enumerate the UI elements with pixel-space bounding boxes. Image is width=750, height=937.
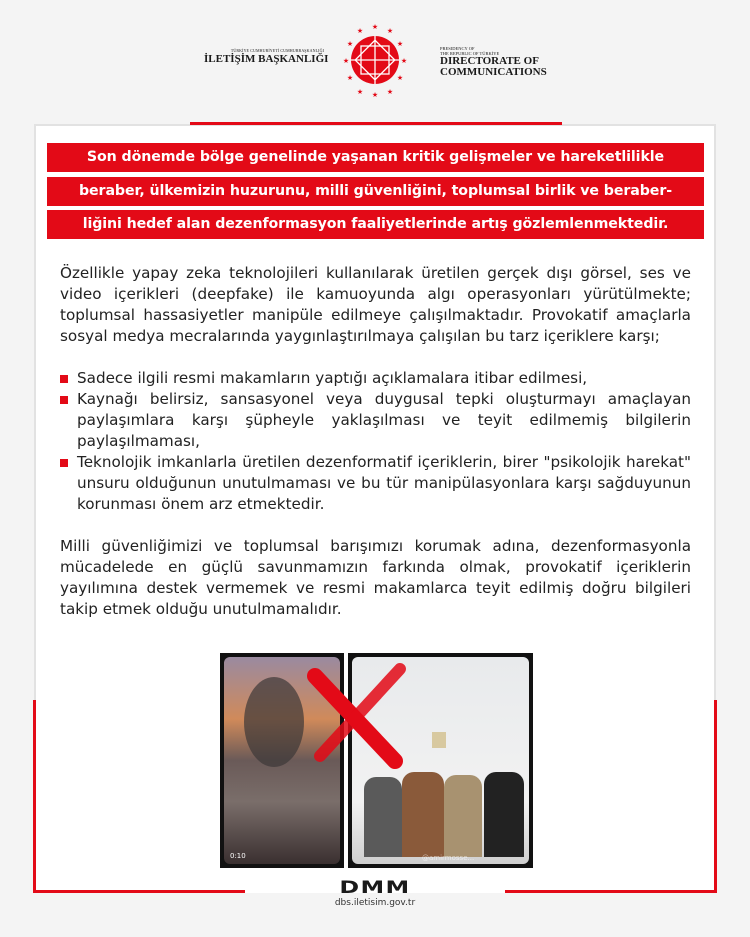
closing-paragraph: Milli güvenliğimizi ve toplumsal barışımızı korumak adına, dezenformasyonla mücadelede en güçlü savunmamızın farkında olmak, provokatif içeriklerin yayılımına destek vermemek ve resmi makamlarca teyit edilmiş doğru bilgileri takip etmek olduğu unutulmamalıdır. [60, 537, 691, 618]
svg-text:★: ★ [396, 74, 404, 82]
svg-text:★: ★ [356, 27, 364, 35]
header-left [204, 48, 329, 65]
divider [190, 122, 562, 125]
svg-text:★: ★ [400, 57, 408, 65]
list-item: Kaynağı belirsiz, sansasyonel veya duygusal tepki oluşturmayı amaçlayan paylaşımlara karşı şüpheyle yaklaşılması ve teyit edilmemiş bilgilerin paylaşılmaması, [60, 389, 691, 452]
list-item: Sadece ilgili resmi makamların yaptığı açıklamalara itibar edilmesi, [60, 368, 691, 389]
video-timestamp: 0:10 [230, 852, 246, 860]
org-title-en-2: COMMUNICATIONS [440, 66, 547, 78]
footer-url[interactable]: dbs.iletisim.gov.tr [334, 898, 416, 908]
svg-text:★: ★ [342, 57, 350, 65]
intro-paragraph: Özellikle yapay zeka teknolojileri kullanılarak üretilen gerçek dışı görsel, ses ve video içerikleri (deepfake) ile kamuoyunda algı operasyonları yürütülmekte; toplumsal hassasiyetler manipüle edilmeye çalışılmaktadır. Provokatif amaçlarla sosyal medya mecralarında yaygınlaştırılmaya çalışılan bu tarz içeriklere karşı; [60, 264, 691, 345]
org-title: İLETİŞİM BAŞKANLIĞI [204, 53, 329, 65]
header-right [440, 46, 547, 78]
svg-text:★: ★ [371, 23, 379, 31]
body-text [60, 263, 691, 641]
svg-text:★: ★ [356, 88, 364, 96]
headline-line: beraber, ülkemizin huzurunu, milli güvenliğini, toplumsal birlik ve beraber- [47, 177, 704, 206]
svg-text:★: ★ [396, 40, 404, 48]
svg-text:★: ★ [386, 27, 394, 35]
org-title-en-1: DIRECTORATE OF [440, 55, 539, 67]
svg-text:★: ★ [346, 74, 354, 82]
divider [33, 700, 36, 893]
headline-line: liğini hedef alan dezenformasyon faaliyetlerinde artış gözlemlenmektedir. [47, 210, 704, 239]
dmm-logo: DMM [339, 878, 411, 898]
org-subtitle-en-1: PRESIDENCY OF [440, 46, 475, 51]
divider [714, 700, 717, 893]
svg-text:★: ★ [386, 88, 394, 96]
fake-images [220, 653, 533, 868]
advice-list [60, 368, 691, 515]
watermark: @amirmosse... [422, 854, 475, 862]
svg-text:★: ★ [371, 91, 379, 98]
presidency-emblem-icon [342, 22, 408, 98]
org-subtitle-en-2: THE REPUBLIC OF TÜRKİYE [440, 51, 500, 56]
red-x-icon [300, 661, 410, 771]
svg-text:★: ★ [346, 40, 354, 48]
org-subtitle: TÜRKİYE CUMHURİYETİ CUMHURBAŞKANLIĞI [230, 48, 324, 53]
list-item: Teknolojik imkanlarla üretilen dezenformatif içeriklerin, birer "psikolojik harekat" unsuru olduğunun unutulmaması ve bu tür manipülasyonlara karşı sağduyunun korunması önem arz etmektedir. [60, 452, 691, 515]
headline-line: Son dönemde bölge genelinde yaşanan kritik gelişmeler ve hareketlilikle [47, 143, 704, 172]
